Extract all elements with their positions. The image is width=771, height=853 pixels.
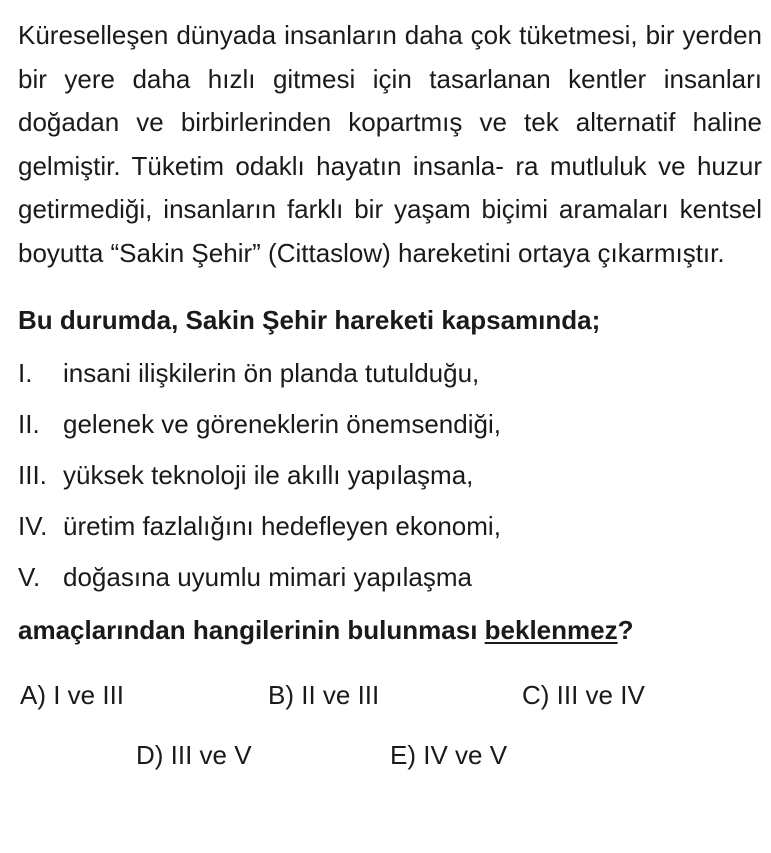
passage-line: Küreselleşen dünyada insanların daha çok tüketmesi, bir bbox=[18, 20, 675, 50]
question-prompt bbox=[18, 609, 762, 652]
passage-line: ra mutluluk ve huzur getirmediği, insanların farklı bir bbox=[18, 150, 762, 224]
statement-text: insani ilişkilerin ön planda tutulduğu, bbox=[63, 358, 480, 388]
passage-line: (Cittaslow) hareketini ortaya çıkarmıştır. bbox=[268, 237, 725, 268]
option-d[interactable]: D) III ve V bbox=[136, 740, 252, 770]
option-c[interactable]: C) III ve IV bbox=[522, 680, 645, 710]
option-a[interactable]: A) I ve III bbox=[20, 680, 125, 710]
statement-numeral: I. bbox=[18, 358, 33, 388]
question-mark: ? bbox=[617, 615, 634, 645]
question-prompt-text: amaçlarından hangilerinin bulunması bbox=[18, 615, 485, 645]
statement-numeral: III. bbox=[18, 460, 47, 490]
option-b[interactable]: B) II ve III bbox=[268, 680, 380, 710]
question-emphasis: beklenmez bbox=[484, 615, 618, 645]
statement-item bbox=[18, 399, 762, 450]
passage-line: alternatif haline gelmiştir. Tüketim odaklı hayatın insanla- bbox=[18, 107, 762, 181]
statement-item bbox=[18, 348, 762, 399]
answer-options bbox=[18, 680, 762, 820]
statement-text: üretim fazlalığını hedefleyen ekonomi, bbox=[63, 511, 501, 541]
passage-line: insanları doğadan ve birbirlerinden kopartmış ve tek bbox=[18, 63, 762, 137]
statement-item bbox=[18, 450, 762, 501]
passage bbox=[18, 14, 762, 275]
question-stem: Bu durumda, Sakin Şehir hareketi kapsamında; bbox=[18, 305, 601, 335]
statement-numeral: V. bbox=[18, 562, 41, 592]
statement-list bbox=[18, 348, 762, 603]
statement-numeral: II. bbox=[18, 409, 40, 439]
statement-text: yüksek teknoloji ile akıllı yapılaşma, bbox=[63, 460, 474, 490]
option-e[interactable]: E) IV ve V bbox=[390, 740, 508, 770]
statement-text: doğasına uyumlu mimari yapılaşma bbox=[63, 562, 472, 592]
statement-numeral: IV. bbox=[18, 511, 48, 541]
statement-item bbox=[18, 501, 762, 552]
statement-item bbox=[18, 552, 762, 603]
passage-line: yerden bir yere daha hızlı gitmesi için tasarlanan kentler bbox=[18, 20, 763, 94]
question-page bbox=[18, 14, 762, 820]
statement-text: gelenek ve göreneklerin önemsendiği, bbox=[63, 409, 501, 439]
passage-line: yaşam biçimi aramaları kentsel boyutta “Sakin Şehir” bbox=[18, 194, 762, 268]
